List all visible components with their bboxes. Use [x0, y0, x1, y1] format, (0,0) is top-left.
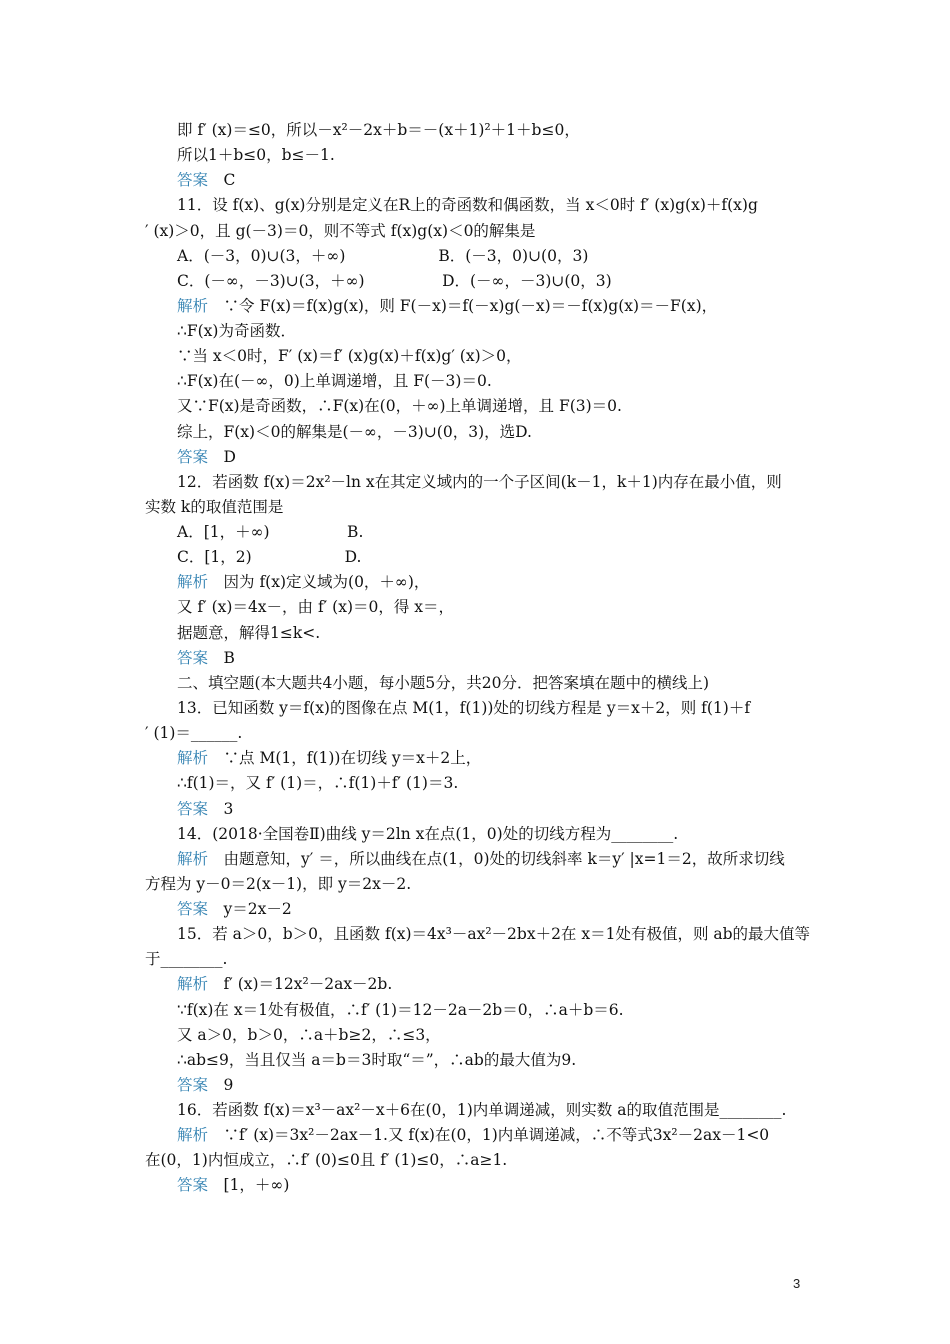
text-line: A．[1，＋∞) B.	[177, 523, 364, 542]
text-line: 11．设 f(x)、g(x)分别是定义在R上的奇函数和偶函数，当 x＜0时 f′ (x)g(x)＋f(x)g	[177, 196, 758, 215]
analysis-label: 解析	[177, 1126, 209, 1145]
text-line: ′ (1)＝______.	[145, 724, 243, 743]
line-content: 因为 f(x)定义域为(0，＋∞)，	[208, 573, 430, 592]
text-line: ′ (x)＞0，且 g(－3)＝0，则不等式 f(x)g(x)＜0的解集是	[145, 221, 536, 240]
text-line: ∴F(x)为奇函数．	[177, 322, 296, 341]
line-content: B	[208, 648, 235, 667]
text-line: 又∵F(x)是奇函数，∴F(x)在(0，＋∞)上单调递增，且 F(3)＝0.	[177, 397, 622, 416]
text-line: ∴f(1)＝，又 f′ (1)＝，∴f(1)＋f′ (1)＝3.	[177, 774, 459, 793]
text-line: 所以1＋b≤0，b≤－1.	[177, 146, 335, 165]
text-line: 据题意，解得1≤k<.	[177, 623, 321, 642]
text-line: 14．(2018·全国卷Ⅱ)曲线 y＝2ln x在点(1，0)处的切线方程为________.	[177, 824, 679, 843]
answer-line	[177, 168, 847, 193]
answer-line	[177, 445, 847, 470]
analysis-line	[177, 972, 847, 997]
text-line: C．(－∞，－3)∪(3，＋∞) D．(－∞，－3)∪(0，3)	[177, 271, 612, 290]
answer-label: 答案	[177, 900, 209, 919]
text-line: 15．若 a＞0，b＞0，且函数 f(x)＝4x³－ax²－2bx＋2在 x＝1处有极值，则 ab的最大值等	[177, 925, 811, 944]
text-line: 实数 k的取值范围是	[145, 497, 284, 516]
answer-label: 答案	[177, 648, 209, 667]
answer-label: 答案	[177, 1075, 209, 1094]
line-content: 9	[208, 1075, 234, 1094]
text-line: 又 a＞0，b＞0，∴a＋b≥2，∴≤3，	[177, 1025, 441, 1044]
text-line: ∵f(x)在 x＝1处有极值，∴f′ (1)＝12－2a－2b＝0，∴a＋b＝6.	[177, 1000, 624, 1019]
text-line: ∵当 x＜0时，F′ (x)＝f′ (x)g(x)＋f(x)g′ (x)＞0，	[177, 347, 522, 366]
text-line: 13．已知函数 y＝f(x)的图像在点 M(1，f(1))处的切线方程是 y＝x＋2，则 f(1)＋f	[177, 698, 751, 717]
text-line: 16．若函数 f(x)＝x³－ax²－x＋6在(0，1)内单调递减，则实数 a的取值范围是________.	[177, 1101, 787, 1120]
analysis-line	[177, 1123, 847, 1148]
text-line: 又 f′ (x)＝4x－，由 f′ (x)＝0，得 x＝，	[177, 598, 455, 617]
answer-line	[177, 1173, 847, 1198]
text-line: 12．若函数 f(x)＝2x²－ln x在其定义域内的一个子区间(k－1，k＋1)内存在最小值，则	[177, 472, 782, 491]
analysis-label: 解析	[177, 849, 209, 868]
line-content: y＝2x－2	[208, 900, 292, 919]
text-line: 于________.	[145, 950, 228, 969]
line-content: ∵令 F(x)＝f(x)g(x)，则 F(－x)＝f(－x)g(－x)＝－f(x)g(x)＝－F(x)，	[208, 296, 718, 315]
line-content: D	[208, 447, 236, 466]
text-line: C．[1，2) D.	[177, 548, 362, 567]
analysis-line	[177, 570, 847, 595]
answer-label: 答案	[177, 171, 209, 190]
line-content: ∵f′ (x)＝3x²－2ax－1.又 f(x)在(0，1)内单调递减，∴不等式3x²－2ax－1<0	[208, 1126, 770, 1145]
line-content: 3	[208, 799, 234, 818]
line-content: [1，＋∞)	[208, 1176, 290, 1195]
answer-label: 答案	[177, 447, 209, 466]
analysis-line	[177, 746, 847, 771]
analysis-line	[177, 847, 847, 872]
text-line: 在(0，1)内恒成立，∴f′ (0)≤0且 f′ (1)≤0，∴a≥1.	[145, 1151, 508, 1170]
analysis-label: 解析	[177, 975, 209, 994]
answer-line	[177, 897, 847, 922]
answer-label: 答案	[177, 1176, 209, 1195]
page-number: 3	[793, 1276, 801, 1291]
analysis-label: 解析	[177, 296, 209, 315]
analysis-label: 解析	[177, 573, 209, 592]
answer-line	[177, 797, 847, 822]
line-content: 由题意知，y′ ＝，所以曲线在点(1，0)处的切线斜率 k＝y′ |x=1＝2，故所求切线	[208, 849, 785, 868]
text-line: 二、填空题(本大题共4小题，每小题5分，共20分．把答案填在题中的横线上)	[177, 673, 710, 692]
answer-label: 答案	[177, 799, 209, 818]
answer-line	[177, 646, 847, 671]
text-line: A．(－3，0)∪(3，＋∞) B．(－3，0)∪(0，3)	[177, 246, 589, 265]
line-content: f′ (x)＝12x²－2ax－2b.	[208, 975, 393, 994]
analysis-line	[177, 294, 847, 319]
text-line: ∴F(x)在(－∞，0)上单调递增，且 F(－3)＝0.	[177, 372, 492, 391]
text-line: 综上，F(x)＜0的解集是(－∞，－3)∪(0，3)，选D.	[177, 422, 532, 441]
line-content: ∵点 M(1，f(1))在切线 y＝x＋2上，	[208, 749, 482, 768]
text-line: 方程为 y－0＝2(x－1)，即 y＝2x－2.	[145, 874, 412, 893]
answer-line	[177, 1073, 847, 1098]
text-line: 即 f′ (x)＝≤0，所以－x²－2x＋b＝－(x＋1)²＋1＋b≤0，	[177, 121, 580, 139]
line-content: C	[208, 171, 236, 190]
text-line: ∴ab≤9，当且仅当 a＝b＝3时取“＝”，∴ab的最大值为9.	[177, 1050, 577, 1069]
analysis-label: 解析	[177, 749, 209, 768]
